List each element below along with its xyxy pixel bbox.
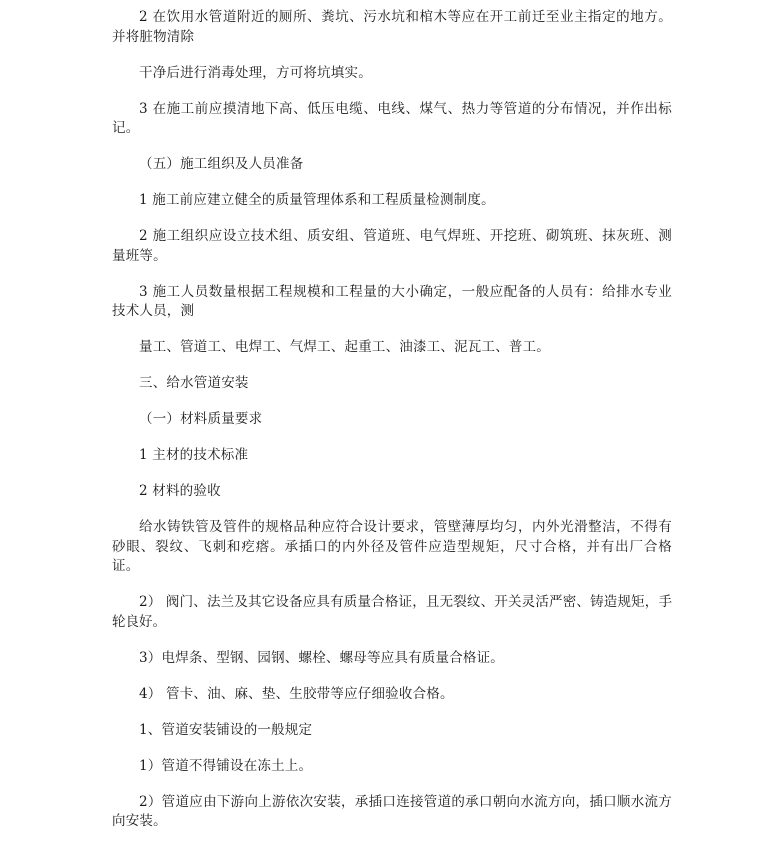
paragraph-quality-system: 1 施工前应建立健全的质量管理体系和工程质量检测制度。 (139, 192, 495, 208)
item-main-material-standard: 1 主材的技术标准 (139, 447, 249, 463)
paragraph-trades-list: 量工、管道工、电焊工、气焊工、起重工、油漆工、泥瓦工、普工。 (139, 339, 550, 355)
paragraph-valves-flanges: 2） 阀门、法兰及其它设备应具有质量合格证，且无裂纹、开关灵活严密、铸造规矩，手轮良好。 (112, 594, 672, 630)
section-heading-water-pipe-installation: 三、给水管道安装 (139, 375, 249, 391)
paragraph-construction-teams: 2 施工组织应设立技术组、质安组、管道班、电气焊班、开挖班、砌筑班、抹灰班、测量班等。 (112, 228, 672, 264)
item-material-acceptance: 2 材料的验收 (139, 483, 221, 499)
paragraph-underground-utilities: 3 在施工前应摸清地下高、低压电缆、电线、煤气、热力等管道的分布情况，并作出标记。 (112, 100, 672, 136)
section-heading-material-quality: （一）材料质量要求 (139, 411, 263, 427)
section-heading-laying-rules: 1、管道安装铺设的一般规定 (139, 721, 313, 738)
paragraph-welding-rods: 3）电焊条、型钢、园钢、螺栓、螺母等应具有质量合格证。 (139, 649, 504, 666)
paragraph-toilet-relocation: 2 在饮用水管道附近的厕所、粪坑、污水坑和棺木等应在开工前迁至业主指定的地方。并将脏物清除 (112, 9, 672, 45)
paragraph-cast-iron-pipe: 给水铸铁管及管件的规格品种应符合设计要求，管壁薄厚均匀，内外光滑整洁，不得有砂眼、裂纹、飞刺和疙瘩。承插口的内外径及管件应造型规矩，尺寸合格，并有出厂合格证。 (112, 519, 672, 574)
paragraph-staffing: 3 施工人员数量根据工程规模和工程量的大小确定，一般应配备的人员有：给排水专业技术人员，测 (112, 283, 672, 319)
section-heading-organization: （五）施工组织及人员准备 (139, 156, 304, 172)
paragraph-frozen-soil: 1）管道不得铺设在冻土上。 (139, 757, 313, 774)
paragraph-installation-direction: 2）管道应由下游向上游依次安装，承插口连接管道的承口朝向水流方向，插口顺水流方向安装。 (112, 793, 672, 829)
paragraph-disinfection: 干净后进行消毒处理，方可将坑填实。 (139, 64, 372, 81)
paragraph-pipe-clamps: 4） 管卡、油、麻、垫、生胶带等应仔细验收合格。 (139, 685, 454, 702)
